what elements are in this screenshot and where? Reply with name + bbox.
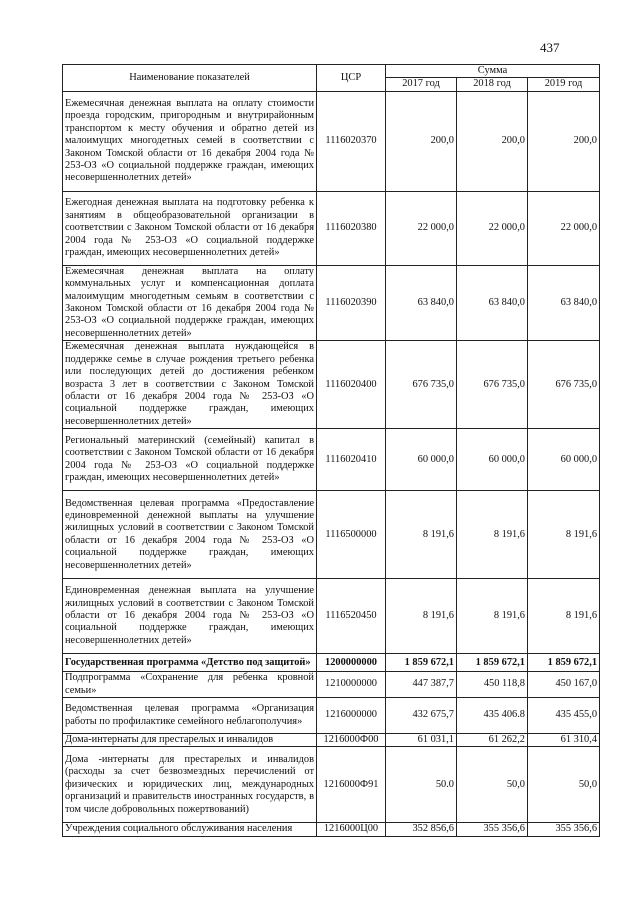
row-value-2017: 200,0 — [386, 91, 457, 191]
row-code: 1116020400 — [317, 341, 386, 429]
row-value-2019: 450 167,0 — [528, 672, 600, 698]
row-name: Ведомственная целевая программа «Организация работы по профилактике семейного неблагополучия» — [63, 698, 317, 734]
row-value-2019: 676 735,0 — [528, 341, 600, 429]
row-value-2018: 60 000,0 — [457, 429, 528, 491]
row-value-2019: 22 000,0 — [528, 191, 600, 265]
page-number: 437 — [540, 40, 560, 55]
row-value-2017: 22 000,0 — [386, 191, 457, 265]
table-row — [63, 491, 600, 579]
row-name: Ведомственная целевая программа «Предоставление единовременной денежной выплаты на улучшение жилищных условий в соответствии с Законом Томской области от 16 декабря 2004 года № 253-ОЗ «О социальной поддержке граждан, имеющих несовершеннолетних детей» — [63, 491, 317, 579]
row-name: Ежегодная денежная выплата на подготовку ребенка к занятиям в общеобразовательной организации в соответствии с Законом Томской области от 16 декабря 2004 года № 253-ОЗ «О социальной поддержке граждан, имеющих несовершеннолетних детей» — [63, 191, 317, 265]
row-code: 1116500000 — [317, 491, 386, 579]
row-name: Дома-интернаты для престарелых и инвалидов — [63, 734, 317, 747]
row-code: 1116020390 — [317, 265, 386, 340]
table-row — [63, 747, 600, 823]
header-name: Наименование показателей — [63, 65, 317, 92]
row-value-2019: 8 191,6 — [528, 491, 600, 579]
row-value-2018: 61 262,2 — [457, 734, 528, 747]
row-value-2017: 1 859 672,1 — [386, 654, 457, 672]
row-code: 1216000000 — [317, 698, 386, 734]
row-value-2017: 432 675,7 — [386, 698, 457, 734]
table-row — [63, 734, 600, 747]
row-code: 1216000Ф00 — [317, 734, 386, 747]
row-value-2017: 8 191,6 — [386, 491, 457, 579]
row-name: Государственная программа «Детство под защитой» — [63, 654, 317, 672]
row-code: 1216000Ц00 — [317, 823, 386, 836]
header-sum: Сумма — [386, 65, 600, 78]
row-value-2017: 50.0 — [386, 747, 457, 823]
row-value-2019: 355 356,6 — [528, 823, 600, 836]
row-value-2018: 200,0 — [457, 91, 528, 191]
row-value-2018: 50,0 — [457, 747, 528, 823]
row-value-2018: 435 406.8 — [457, 698, 528, 734]
row-value-2017: 60 000,0 — [386, 429, 457, 491]
row-name: Учреждения социального обслуживания населения — [63, 823, 317, 836]
table-row — [63, 265, 600, 340]
table-row — [63, 191, 600, 265]
table-row — [63, 654, 600, 672]
row-code: 1116020370 — [317, 91, 386, 191]
row-code: 1216000Ф91 — [317, 747, 386, 823]
row-value-2017: 61 031,1 — [386, 734, 457, 747]
row-value-2019: 63 840,0 — [528, 265, 600, 340]
row-code: 1116020380 — [317, 191, 386, 265]
row-value-2018: 355 356,6 — [457, 823, 528, 836]
header-year-2017: 2017 год — [386, 78, 457, 91]
row-name: Ежемесячная денежная выплата на оплату стоимости проезда городским, пригородным и внутрирайонным транспортом к месту обучения и обратно детей из малоимущих многодетных семей в соответствии с Законом Томской области от 16 декабря 2004 года № 253-ОЗ «О социальной поддержке граждан, имеющих несовершеннолетних детей» — [63, 91, 317, 191]
table-row — [63, 823, 600, 836]
row-code: 1200000000 — [317, 654, 386, 672]
table-row — [63, 429, 600, 491]
row-value-2017: 8 191,6 — [386, 579, 457, 654]
row-value-2018: 676 735,0 — [457, 341, 528, 429]
table-row — [63, 341, 600, 429]
row-value-2018: 1 859 672,1 — [457, 654, 528, 672]
row-value-2017: 63 840,0 — [386, 265, 457, 340]
table-row — [63, 579, 600, 654]
row-name: Дома -интернаты для престарелых и инвалидов (расходы за счет безвозмездных перечислений от физических и юридических лиц, международных организаций и правительств иностранных государств, в том числе добровольных пожертвований) — [63, 747, 317, 823]
row-name: Региональный материнский (семейный) капитал в соответствии с Законом Томской области от 16 декабря 2004 года № 253-ОЗ «О социальной поддержке граждан, имеющих несовершеннолетних детей» — [63, 429, 317, 491]
row-code: 1116520450 — [317, 579, 386, 654]
header-code: ЦСР — [317, 65, 386, 92]
row-value-2017: 352 856,6 — [386, 823, 457, 836]
row-value-2019: 61 310,4 — [528, 734, 600, 747]
row-name: Ежемесячная денежная выплата нуждающейся в поддержке семье в случае рождения третьего ребенка или последующих детей до достижения ребенком возраста 3 лет в соответствии с Законом Томской области от 16 декабря 2004 года № 253-ОЗ «О социальной поддержке граждан, имеющих несовершеннолетних детей» — [63, 341, 317, 429]
row-value-2019: 60 000,0 — [528, 429, 600, 491]
header-year-2019: 2019 год — [528, 78, 600, 91]
row-value-2019: 1 859 672,1 — [528, 654, 600, 672]
row-value-2018: 8 191,6 — [457, 491, 528, 579]
row-value-2019: 200,0 — [528, 91, 600, 191]
row-value-2017: 447 387,7 — [386, 672, 457, 698]
row-value-2018: 8 191,6 — [457, 579, 528, 654]
header-year-2018: 2018 год — [457, 78, 528, 91]
row-value-2017: 676 735,0 — [386, 341, 457, 429]
row-value-2019: 8 191,6 — [528, 579, 600, 654]
table-row — [63, 698, 600, 734]
row-name: Подпрограмма «Сохранение для ребенка кровной семьи» — [63, 672, 317, 698]
row-name: Ежемесячная денежная выплата на оплату коммунальных услуг и компенсационная доплата малоимущим многодетным семьям в соответствии с Законом Томской области от 16 декабря 2004 года № 253-ОЗ «О социальной поддержке граждан, имеющих несовершеннолетних детей» — [63, 265, 317, 340]
row-value-2018: 63 840,0 — [457, 265, 528, 340]
table-row — [63, 672, 600, 698]
table-body — [63, 91, 600, 836]
row-value-2019: 435 455,0 — [528, 698, 600, 734]
row-value-2019: 50,0 — [528, 747, 600, 823]
row-code: 1116020410 — [317, 429, 386, 491]
row-value-2018: 450 118,8 — [457, 672, 528, 698]
row-name: Единовременная денежная выплата на улучшение жилищных условий в соответствии с Законом Томской области от 16 декабря 2004 года № 253-ОЗ «О социальной поддержке граждан, имеющих несовершеннолетних детей» — [63, 579, 317, 654]
row-value-2018: 22 000,0 — [457, 191, 528, 265]
table-row — [63, 91, 600, 191]
budget-table — [62, 64, 600, 837]
row-code: 1210000000 — [317, 672, 386, 698]
